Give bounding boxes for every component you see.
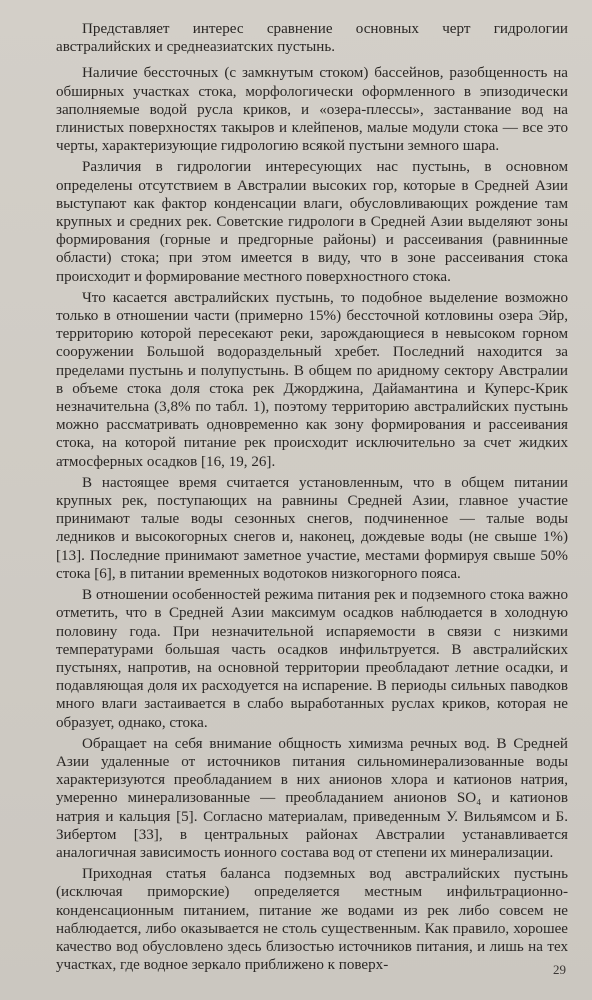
paragraph-4: Что касается австралийских пустынь, то подобное выделение возможно только в отношении части (примерно 15%) бессточной котловины озера Эйр, территорию которой пересекают реки, зарождающиеся в невысоком горном сооружении Большой водораздельный хребет. Последний находится за пределами пустынь и полупустынь. В общем по аридному сектору Австралии в объеме стока доля стока рек Джорджина, Дайамантина и Куперс-Крик незначительна (3,8% по табл. 1), поэтому территорию австралийских пустынь можно рассматривать одновременно как зону формирования и рассеивания стока, на которой питание рек происходит исключительно за счет жидких атмосферных осадков [16, 19, 26]. [56, 289, 568, 470]
paragraph-2: Наличие бессточных (с замкнутым стоком) бассейнов, разобщенность на обширных участках стока, морфологически оформленного в эпизодически заполняемые водой русла криков, и «озера-плессы», застанвание вод на глинистых поверхностях такыров и клейпенов, малые модули стока — все это черты, характеризующие гидрологию всякой пустыни земного шара. [56, 65, 568, 155]
paragraph-5: В настоящее время считается установленным, что в общем питании крупных рек, поступающих на равнины Средней Азии, главное участие принимают талые воды сезонных снегов, подчиненное — талые воды ледников и высокогорных снегов и, наконец, дождевые воды (не свыше 1%) [13]. Последние принимают заметное участие, местами формируя свыше 50% стока [6], в питании временных водотоков низкогорного пояса. [56, 474, 568, 582]
paragraph-6: В отношении особенностей режима питания рек и подземного стока важно отметить, что в Средней Азии максимум осадков наблюдается в холодную половину года. При незначительной испаряемости в связи с низкими температурами большая часть осадков инфильтруется. В австралийских пустынях, напротив, на основной территории преобладают летние осадки, и подавляющая доля их расходуется на испарение. В периоды сильных паводков много влаги застаивается в слабо выработанных руслах криков, которая не образует, однако, стока. [56, 587, 568, 731]
paragraph-3: Различия в гидрологии интересующих нас пустынь, в основном определены отсутствием в Австралии высоких гор, которые в Средней Азии выступают как фактор конденсации влаги, обусловливающих рождение там крупных и средних рек. Советские гидрологи в Средней Азии выделяют зоны формирования (горные и предгорные районы) и рассеивания (равнинные области) стока; при этом имеется в виду, что в зоне рассеивания стока происходит и формирование местного поверхностного стока. [56, 159, 568, 285]
paragraph-8: Приходная статья баланса подземных вод австралийских пустынь (исключая приморские) определяется местным инфильтрационно-конденсационным питанием, питание же водами из рек либо совсем не наблюдается, либо оказывается не столь существенным. Как правило, хорошее качество вод обусловлено здесь близостью источников питания, и лишь на тех участках, где водное зеркало приближено к поверх- [56, 866, 568, 974]
page-number: 29 [553, 962, 566, 977]
paragraph-7: Обращает на себя внимание общность химизма речных вод. В Средней Азии удаленные от источников питания сильноминерализованные воды характеризуются преобладанием в них анионов хлора и катионов натрия, умеренно минерализованные — преобладанием анионов SO₄ и катионов натрия и кальция [5]. Согласно материалам, приведенным У. Вильямсом и Б. Зибертом [33], в центральных районах Австралии устанавливается аналогичная зависимость ионного состава вод от степени их минерализации. [56, 735, 568, 861]
page-body-text [56, 20, 568, 977]
paragraph-1: Представляет интерес сравнение основных черт гидрологии австралийских и среднеазиатских пустынь. [56, 21, 568, 56]
